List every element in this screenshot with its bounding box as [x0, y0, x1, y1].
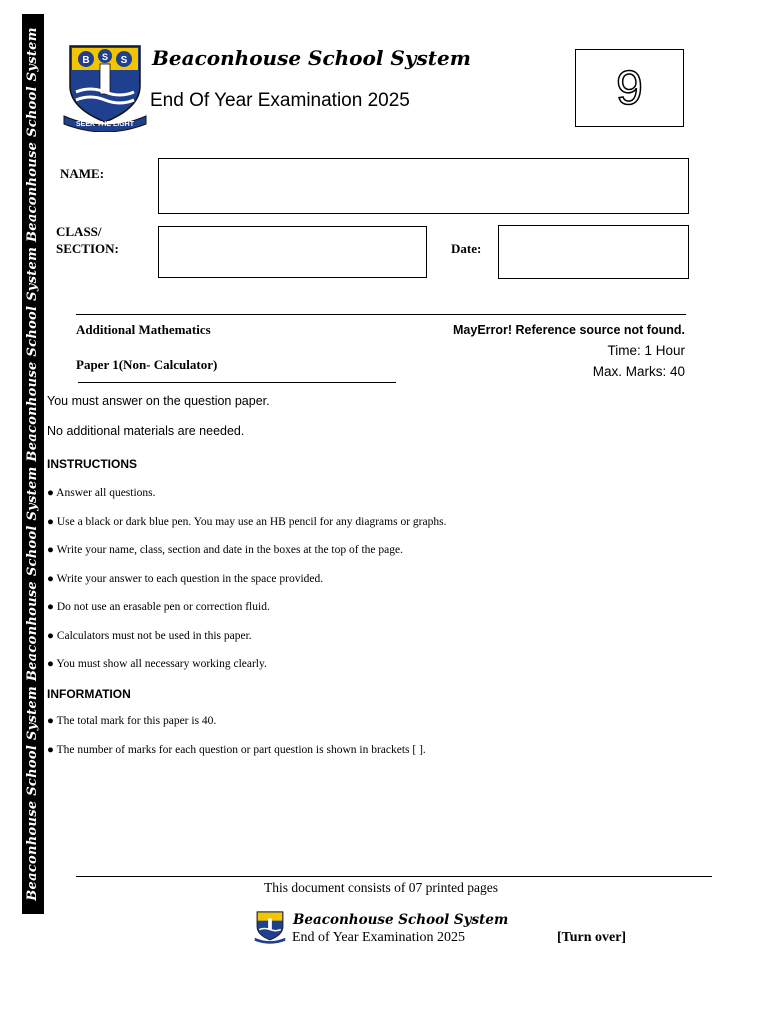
- date-label: Date:: [451, 241, 482, 256]
- instructions-heading: INSTRUCTIONS: [47, 457, 137, 471]
- instruction-item: ● Do not use an erasable pen or correction fluid.: [47, 601, 270, 613]
- note-no-materials: No additional materials are needed.: [47, 424, 245, 438]
- svg-text:SEEK THE LIGHT: SEEK THE LIGHT: [76, 121, 134, 128]
- side-banner: [22, 14, 44, 914]
- top-separator: [76, 314, 686, 315]
- side-banner-text: Beaconhouse School System Beaconhouse School System Beaconhouse School System Beaconhouse School System: [25, 27, 40, 901]
- information-item: ● The number of marks for each question or part question is shown in brackets [ ].: [47, 744, 426, 756]
- class-label-line2: SECTION:: [56, 241, 119, 256]
- marks-text: Max. Marks: 40: [592, 364, 685, 379]
- footer-exam-title: End of Year Examination 2025: [292, 930, 466, 945]
- instruction-item: ● Answer all questions.: [47, 487, 156, 499]
- svg-text:S: S: [120, 55, 128, 66]
- footer-logo: [254, 910, 286, 944]
- time-text: Time: 1 Hour: [607, 343, 685, 358]
- svg-text:S: S: [101, 52, 109, 62]
- footer-separator: [76, 876, 712, 877]
- instruction-item: ● Use a black or dark blue pen. You may use an HB pencil for any diagrams or graphs.: [47, 516, 447, 528]
- footer-school-name: Beaconhouse School System: [293, 912, 509, 928]
- pages-note: This document consists of 07 printed pages: [264, 880, 498, 895]
- paper-underline: [78, 382, 396, 383]
- instruction-item: ● You must show all necessary working clearly.: [47, 658, 267, 670]
- subject-title: Additional Mathematics: [76, 322, 211, 337]
- note-answer-on-paper: You must answer on the question paper.: [47, 394, 270, 408]
- information-item: ● The total mark for this paper is 40.: [47, 715, 217, 727]
- school-logo: [62, 42, 148, 132]
- grade-number: 9: [616, 62, 643, 115]
- instruction-item: ● Write your name, class, section and date in the boxes at the top of the page.: [47, 544, 403, 556]
- school-name: Beaconhouse School System: [152, 46, 471, 70]
- exam-title: End Of Year Examination 2025: [150, 90, 410, 111]
- paper-name: Paper 1(Non- Calculator): [76, 357, 218, 372]
- grade-box: [575, 49, 684, 127]
- class-section-field[interactable]: [158, 226, 427, 278]
- school-crest-icon: [254, 910, 286, 944]
- name-field[interactable]: [158, 158, 689, 214]
- class-label-line1: CLASS/: [56, 224, 102, 239]
- name-label: NAME:: [60, 166, 105, 181]
- school-crest-icon: [62, 42, 148, 132]
- instruction-item: ● Calculators must not be used in this paper.: [47, 630, 252, 642]
- date-field[interactable]: [498, 225, 689, 279]
- turn-over-label: [Turn over]: [557, 930, 627, 945]
- svg-text:B: B: [82, 55, 90, 66]
- information-heading: INFORMATION: [47, 687, 131, 701]
- session-text: MayError! Reference source not found.: [453, 323, 685, 337]
- instruction-item: ● Write your answer to each question in the space provided.: [47, 573, 324, 585]
